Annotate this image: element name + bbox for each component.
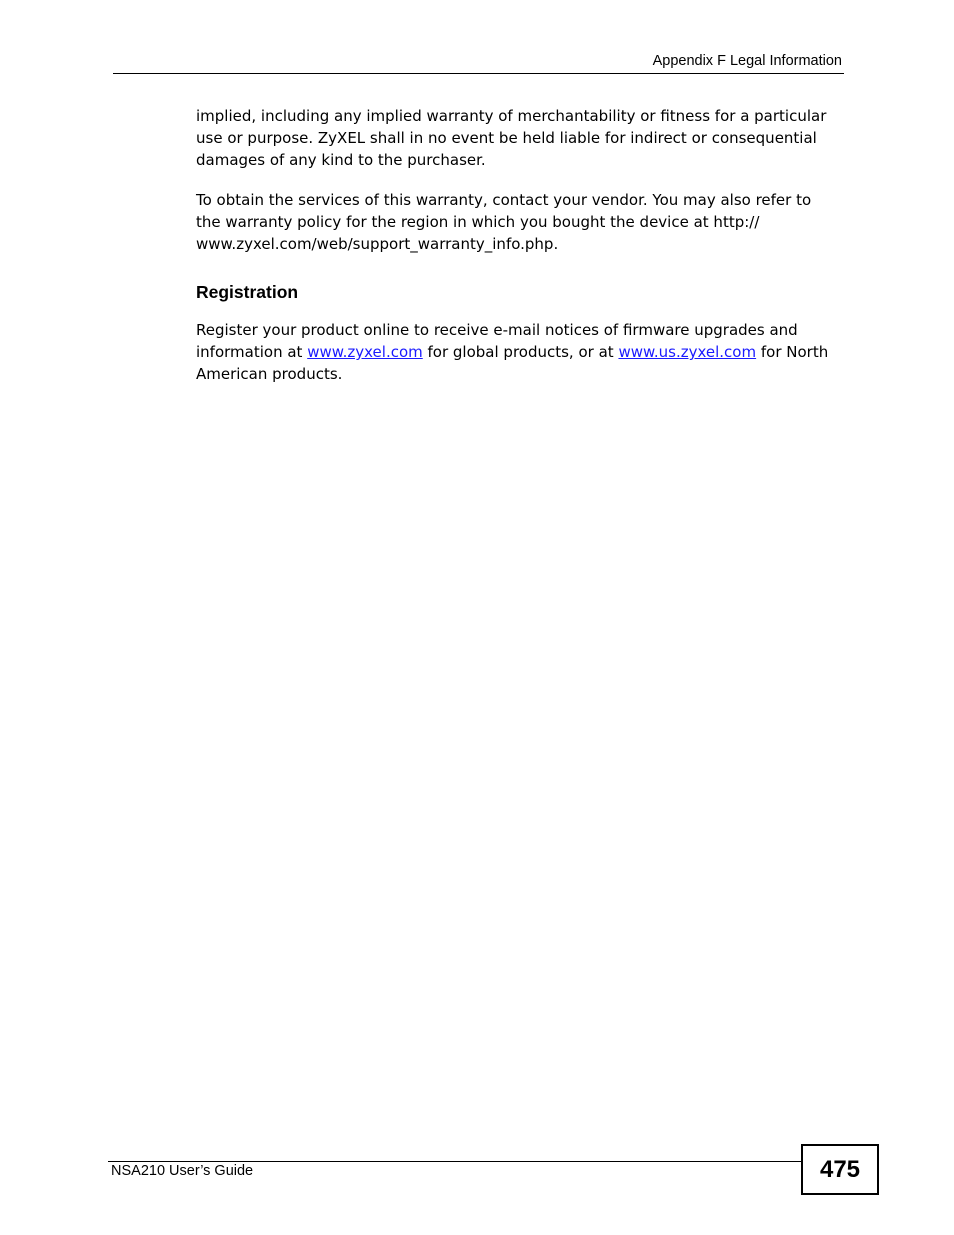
warranty-service-line-3: www.zyxel.com/web/support_warranty_info.php. [196,235,559,253]
page-number: 475 [801,1144,879,1195]
warranty-service-line-2: the warranty policy for the region in which you bought the device at http:// [196,213,760,231]
header-divider [113,73,844,74]
page-body [196,105,846,403]
zyxel-global-link[interactable]: www.zyxel.com [307,343,423,361]
registration-heading: Registration [196,282,299,302]
registration-paragraph [196,319,846,385]
warranty-service-paragraph [196,189,846,255]
footer-guide-title: NSA210 User’s Guide [111,1163,254,1179]
registration-text-middle: for global products, or at [422,343,619,361]
running-header-title: Appendix F Legal Information [652,53,842,69]
registration-text-end: for North American products. [196,343,829,383]
warranty-paragraph: implied, including any implied warranty of merchantability or fitness for a particular use or purpose. ZyXEL shall in no event be held liable for indirect or consequential damages of any kind to the purchaser. [196,107,827,169]
warranty-service-line-1: To obtain the services of this warranty, contact your vendor. You may also refer to [196,191,812,209]
registration-text-start: Register your product online to receive e-mail notices of firmware upgrades and information at [196,321,798,361]
zyxel-us-link[interactable]: www.us.zyxel.com [618,343,757,361]
